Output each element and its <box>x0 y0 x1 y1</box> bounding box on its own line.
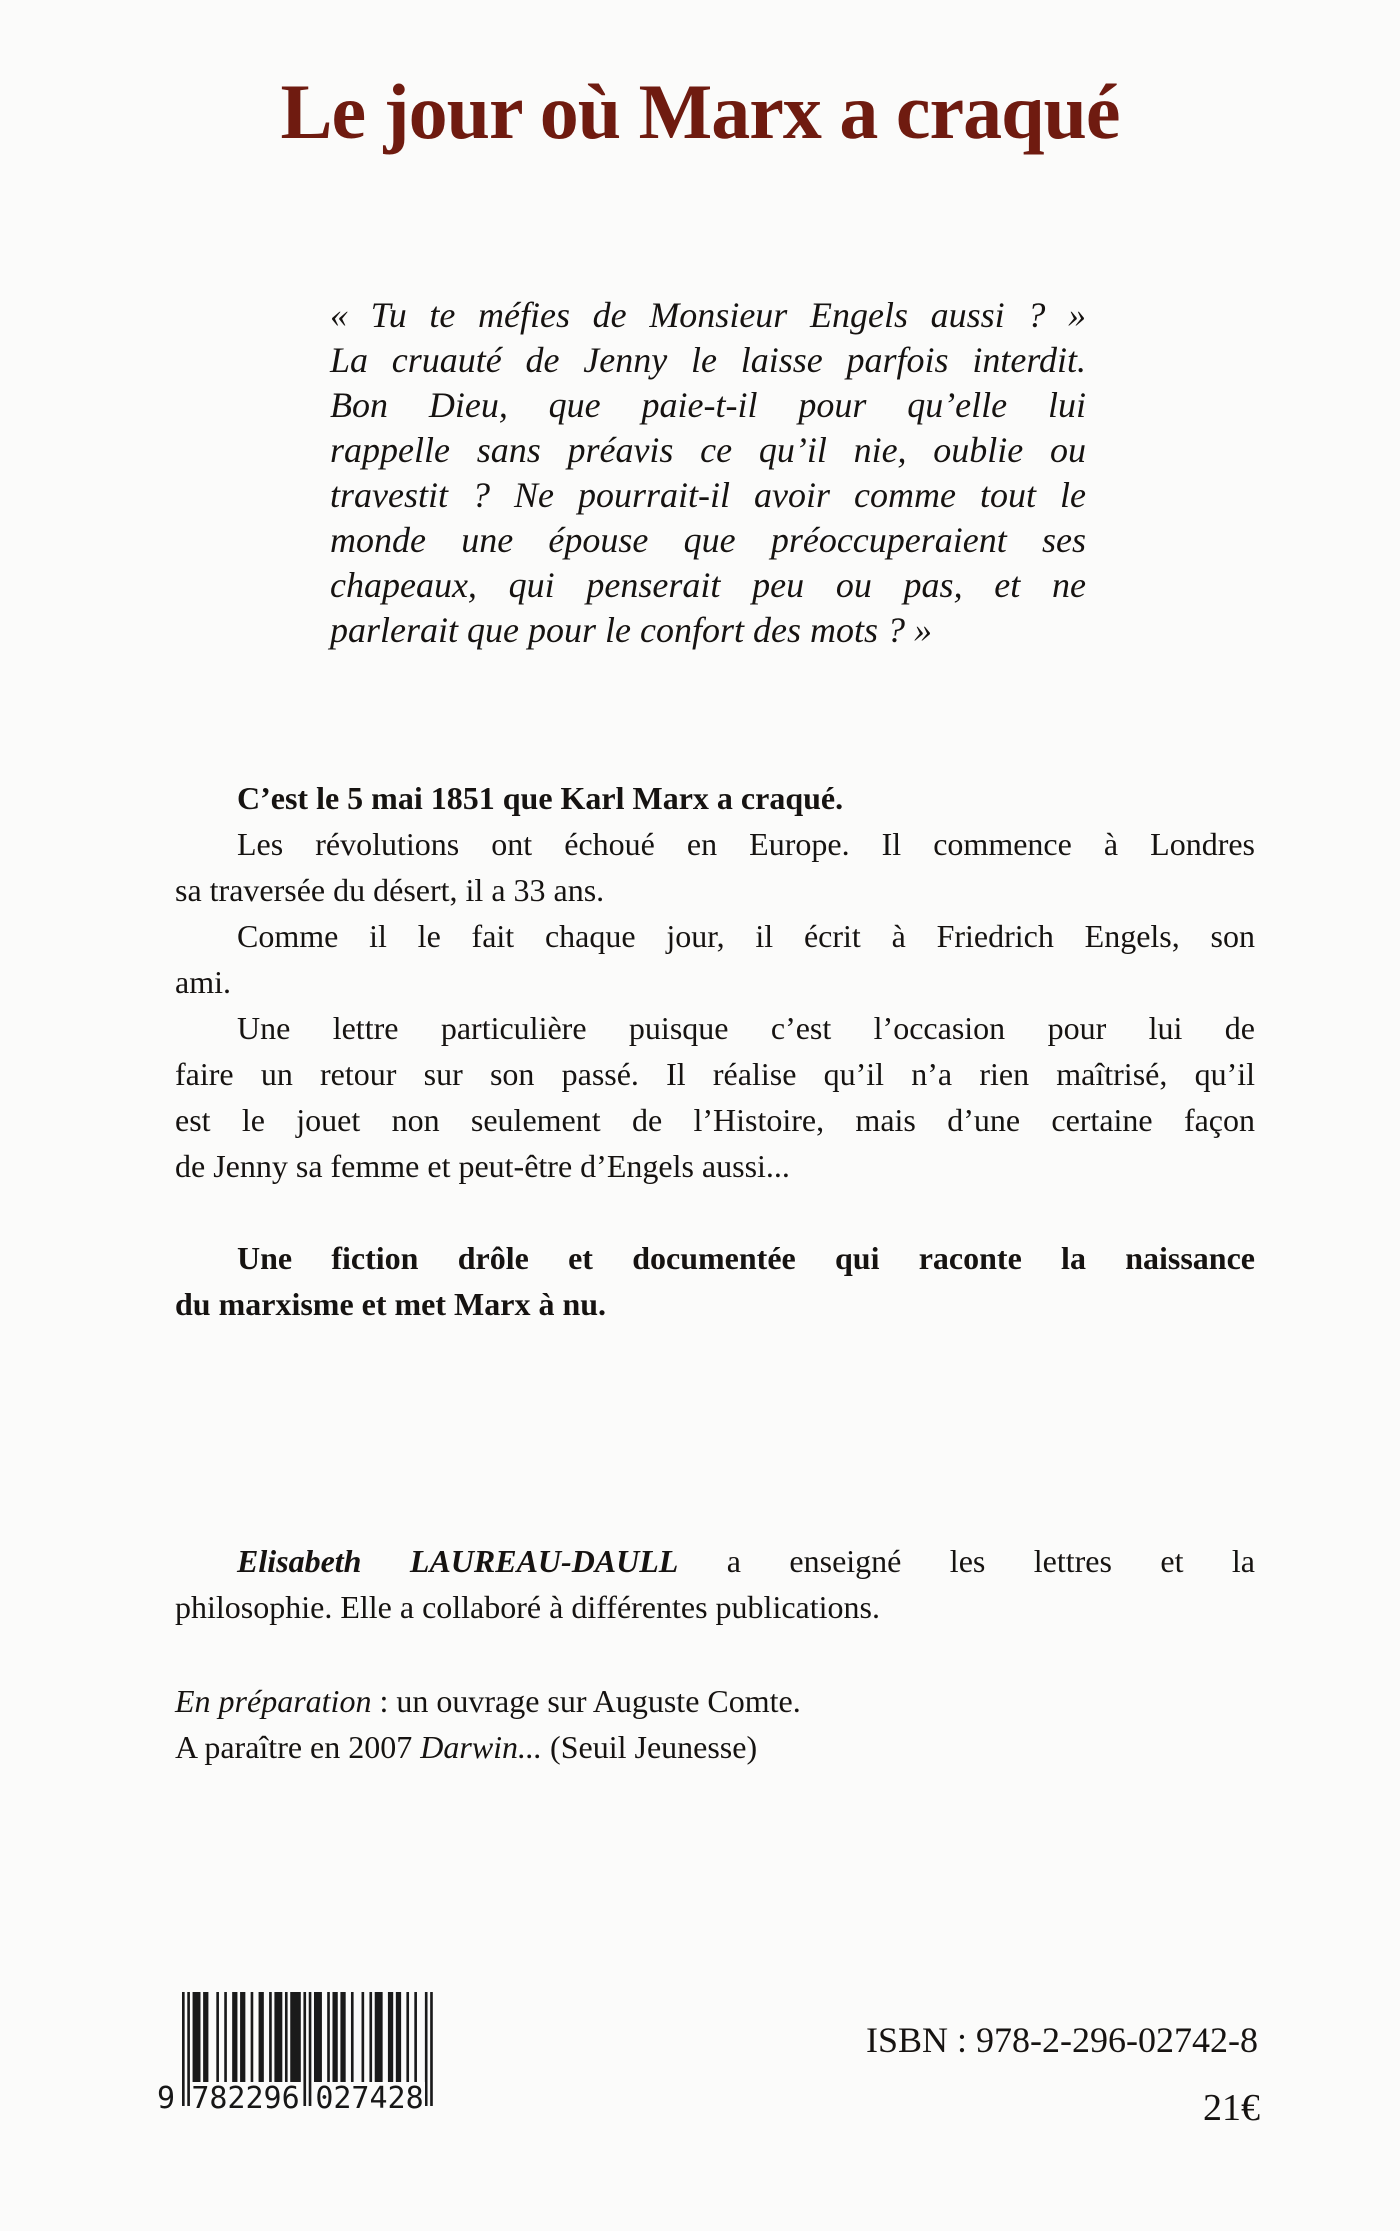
text-line: Les révolutions ont échoué en Europe. Il commence à Londres <box>237 826 1255 862</box>
text-run: A paraître en 2007 <box>175 1729 421 1765</box>
text-line: est le jouet non seulement de l’Histoire, mais d’une certaine façon <box>175 1102 1255 1138</box>
text-run: philosophie. Elle a collaboré à différentes publications. <box>175 1589 880 1625</box>
text-line: Une lettre particulière puisque c’est l’occasion pour lui de <box>237 1010 1255 1046</box>
text-line: C’est le 5 mai 1851 que Karl Marx a craqué. <box>237 780 844 816</box>
text-line: chapeaux, qui penserait peu ou pas, et ne <box>330 565 1086 605</box>
barcode-digit-group: 027428 <box>315 2081 424 2116</box>
text-line: parlerait que pour le confort des mots ? » <box>330 610 932 650</box>
paragraph <box>175 775 1255 821</box>
text-line <box>175 1724 1255 1770</box>
author-bio-block <box>175 1538 1255 1630</box>
paragraph <box>175 1005 1255 1189</box>
paragraph <box>175 1235 1255 1327</box>
isbn-text: ISBN : 978-2-296-02742-8 <box>866 2020 1258 2060</box>
text-line: ami. <box>175 964 231 1000</box>
text-run: En préparation <box>175 1683 372 1719</box>
text-line: travestit ? Ne pourrait-il avoir comme tout le <box>330 475 1086 515</box>
text-line <box>175 1538 1255 1584</box>
synopsis-block <box>175 775 1255 1327</box>
text-line: rappelle sans préavis ce qu’il nie, oublie ou <box>330 430 1086 470</box>
barcode-digit-group: 9 <box>154 2082 178 2118</box>
text-run: a enseigné les lettres et la <box>678 1543 1256 1579</box>
text-line: Bon Dieu, que paie-t-il pour qu’elle lui <box>330 385 1086 425</box>
text-run: : un ouvrage sur Auguste Comte. <box>371 1683 801 1719</box>
text-line <box>175 1678 1255 1724</box>
text-line: Comme il le fait chaque jour, il écrit à Friedrich Engels, son <box>237 918 1255 954</box>
paragraph <box>175 913 1255 1005</box>
text-run: (Seuil Jeunesse) <box>542 1729 758 1765</box>
text-line: « Tu te méfies de Monsieur Engels aussi ? » <box>330 295 1086 335</box>
paragraph <box>175 821 1255 913</box>
text-line: du marxisme et met Marx à nu. <box>175 1286 607 1322</box>
book-title: Le jour où Marx a craqué <box>280 68 1120 155</box>
text-line: Une fiction drôle et documentée qui raconte la naissance <box>237 1240 1255 1276</box>
text-line <box>175 1584 1255 1630</box>
text-line: faire un retour sur son passé. Il réalise qu’il n’a rien maîtrisé, qu’il <box>175 1056 1255 1092</box>
text-line: monde une épouse que préoccuperaient ses <box>330 520 1086 560</box>
barcode-digit-group: 782296 <box>191 2081 300 2116</box>
price-text: 21€ <box>1203 2087 1260 2129</box>
barcode <box>156 1992 456 2122</box>
text-line: sa traversée du désert, il a 33 ans. <box>175 872 605 908</box>
text-line: La cruauté de Jenny le laisse parfois interdit. <box>330 340 1086 380</box>
upcoming-works-block <box>175 1678 1255 1770</box>
quote-block <box>330 293 1086 653</box>
text-run: Darwin... <box>420 1729 543 1765</box>
text-run: Elisabeth LAUREAU-DAULL <box>237 1543 679 1579</box>
text-line: de Jenny sa femme et peut-être d’Engels aussi... <box>175 1148 790 1184</box>
